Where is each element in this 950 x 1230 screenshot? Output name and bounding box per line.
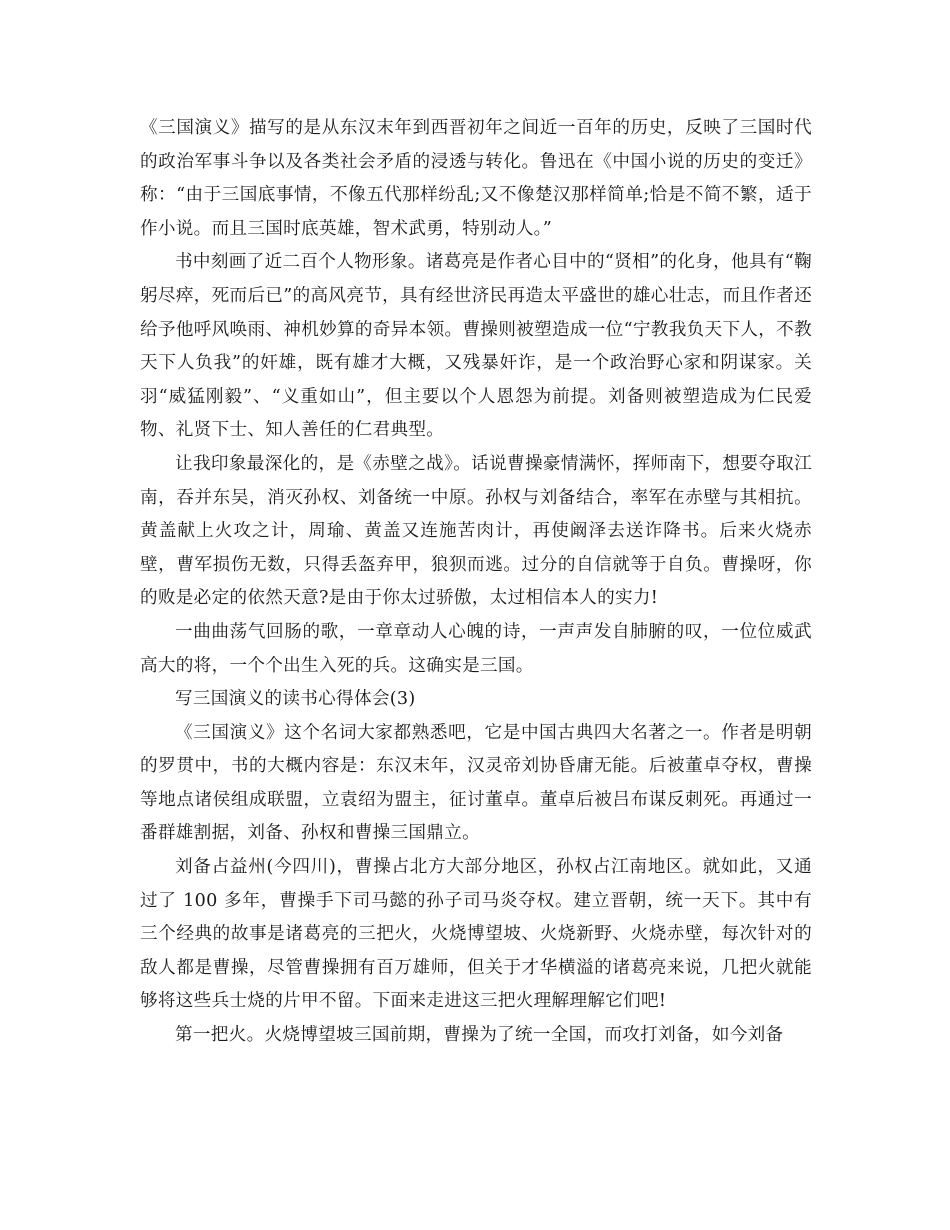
paragraph-4: 一曲曲荡气回肠的歌，一章章动人心魄的诗，一声声发自肺腑的叹，一位位威武高大的将，一个个出生入死的兵。这确实是三国。 [140,621,812,676]
document-body [140,112,812,1053]
paragraph-7: 第一把火。火烧博望坡三国前期，曹操为了统一全国，而攻打刘备，如今刘备 [175,1025,784,1046]
paragraph-3: 让我印象最深化的，是《赤壁之战》。话说曹操豪情满怀，挥师南下，想要夺取江南，吞并东吴，消灭孙权、刘备统一中原。孙权与刘备结合，率军在赤壁与其相抗。黄盖献上火攻之计，周瑜、黄盖又连施苦肉计，再使阚泽去送诈降书。后来火烧赤壁，曹军损伤无数，只得丢盔弃甲，狼狈而逃。过分的自信就等于自负。曹操呀，你的败是必定的依然天意?是由于你太过骄傲，太过相信本人的实力! [140,453,812,609]
paragraph-1: 《三国演义》描写的是从东汉末年到西晋初年之间近一百年的历史，反映了三国时代的政治军事斗争以及各类社会矛盾的浸透与转化。鲁迅在《中国小说的历史的变迁》称：“由于三国底事情，不像五代那样纷乱;又不像楚汉那样简单;恰是不简不繁，适于作小说。而且三国时底英雄，智术武勇，特别动人。” [140,118,812,239]
paragraph-2: 书中刻画了近二百个人物形象。诸葛亮是作者心目中的“贤相”的化身，他具有“鞠躬尽瘁，死而后已”的高风亮节，具有经世济民再造太平盛世的雄心壮志，而且作者还给予他呼风唤雨、神机妙算的奇异本领。曹操则被塑造成一位“宁教我负天下人，不教天下人负我”的奸雄，既有雄才大概，又残暴奸诈，是一个政治野心家和阴谋家。关羽“威猛刚毅”、“义重如山”，但主要以个人恩怨为前提。刘备则被塑造成为仁民爱物、礼贤下士、知人善任的仁君典型。 [140,252,812,441]
section-heading: 写三国演义的读书心得体会(3) [175,689,416,710]
paragraph-6: 刘备占益州(今四川)，曹操占北方大部分地区，孙权占江南地区。就如此，又通过了 100 多年，曹操手下司马懿的孙子司马炎夺权。建立晋朝，统一天下。其中有三个经典的故事是诸葛亮的三把火，火烧博望坡、火烧新野、火烧赤壁，每次针对的敌人都是曹操，尽管曹操拥有百万雄师，但关于才华横溢的诸葛亮来说，几把火就能够将这些兵士烧的片甲不留。下面来走进这三把火理解理解它们吧! [140,857,812,1012]
paragraph-5: 《三国演义》这个名词大家都熟悉吧，它是中国古典四大名著之一。作者是明朝的罗贯中，书的大概内容是：东汉末年，汉灵帝刘协昏庸无能。后被董卓夺权，曹操等地点诸侯组成联盟，立袁绍为盟主，征讨董卓。董卓后被吕布谋反刺死。再通过一番群雄割据，刘备、孙权和曹操三国鼎立。 [140,722,812,844]
